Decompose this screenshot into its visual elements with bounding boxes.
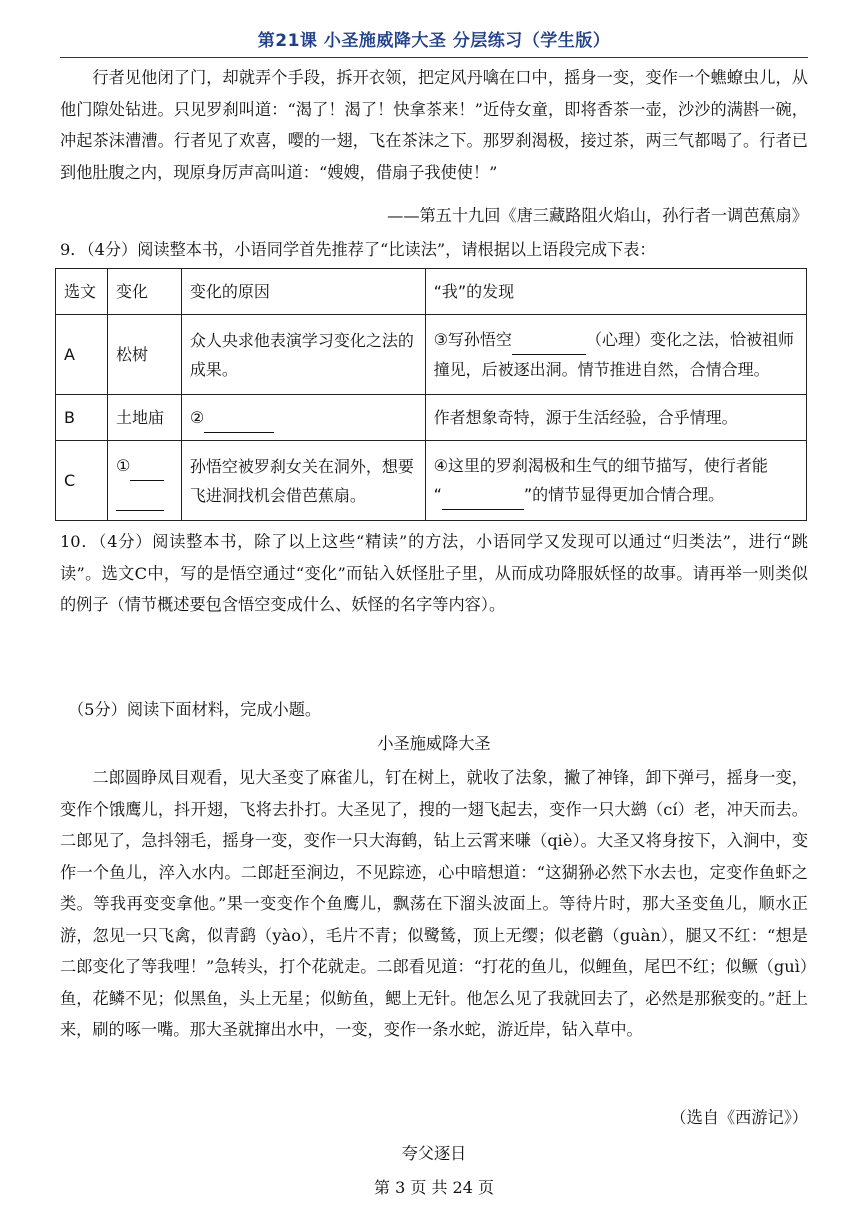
cell-text: ”的情节显得更加合情合理。	[523, 485, 725, 504]
answer-blank-3[interactable]	[512, 325, 586, 355]
table-cell: 松树	[107, 315, 181, 395]
passage-paragraph: 行者见他闭了门，却就弄个手段，拆开衣领，把定风丹噙在口中，摇身一变，变作一个蟭蟟虫儿，从他门隙处钻进。只见罗刹叫道：“渴了！渴了！快拿茶来！”近侍女童，即将香茶一壶，沙沙的满斟一碗，冲起茶沫漕漕。行者见了欢喜，嘤的一翅，飞在茶沫之下。那罗刹渴极，接过茶，两三气都喝了。行者已到他肚腹之内，现原身厉声高叫道：“嫂嫂，借扇子我使使！”	[60, 68, 808, 182]
table-row	[56, 395, 807, 441]
answer-blank-4[interactable]	[442, 480, 524, 510]
table-cell	[181, 395, 425, 441]
table-cell	[425, 315, 806, 395]
page-header-title: 第21课 小圣施威降大圣 分层练习（学生版）	[257, 31, 611, 51]
cell-text: ③写孙悟空	[433, 330, 512, 349]
table-header-cell: 选文	[56, 269, 108, 315]
table-cell: 作者想象奇特，源于生活经验，合乎情理。	[425, 395, 806, 441]
answer-blank-2[interactable]	[204, 403, 274, 433]
article-paragraph: 二郎圆睁凤目观看，见大圣变了麻雀儿，钉在树上，就收了法象，撇了神锋，卸下弹弓，摇身一变，变作个饿鹰儿，抖开翅，飞将去扑打。大圣见了，搜的一翅飞起去，变作一只大鹚（cí）老，冲天而去。二郎见了，急抖翎毛，摇身一变，变作一只大海鹤，钻上云霄来嗛（qiè）。大圣又将身按下，入涧中，变作一个鱼儿，淬入水内。二郎赶至涧边，不见踪迹，心中暗想道：“这猢狲必然下水去也，定变作鱼虾之类。等我再变变拿他。”果一变变作个鱼鹰儿，飘荡在下溜头波面上。等待片时，那大圣变鱼儿，顺水正游，忽见一只飞禽，似青鹞（yào），毛片不青；似鹭鸶，顶上无缨；似老鹳（guàn），腿又不红：“想是二郎变化了等我哩！”急转头，打个花就走。二郎看见道：“打花的鱼儿，似鲤鱼，尾巴不红；似鳜（guì）鱼，花鳞不见；似黑鱼，头上无星；似鲂鱼，鳃上无针。他怎么见了我就回去了，必然是那猴变的。”赶上来，刷的啄一嘴。那大圣就撺出水中，一变，变作一条水蛇，游近岸，钻入草中。	[60, 768, 808, 1039]
table-header-row	[56, 269, 807, 315]
cell-text: “	[433, 485, 442, 504]
answer-blank-1b[interactable]	[116, 481, 164, 511]
cell-text: ①	[115, 455, 131, 475]
table-cell: 土地庙	[107, 395, 181, 441]
page-footer: 第 3 页 共 24 页	[374, 1178, 494, 1197]
header-divider	[60, 57, 808, 58]
table-cell: 众人央求他表演学习变化之法的成果。	[181, 315, 425, 395]
table-header-cell: 变化	[107, 269, 181, 315]
table-row	[56, 441, 807, 521]
cell-text: ②	[189, 407, 205, 427]
section-intro: （5分）阅读下面材料，完成小题。	[68, 700, 322, 719]
table-cell	[107, 441, 181, 521]
cell-text: （心理）变化之法，恰被祖师撞见，后被逐出洞。情节推进自然，合情合理。	[433, 330, 794, 379]
table-cell: 孙悟空被罗刹女关在洞外，想要飞进洞找机会借芭蕉扇。	[181, 441, 425, 521]
table-header-cell: “我”的发现	[425, 269, 806, 315]
table-header-cell: 变化的原因	[181, 269, 425, 315]
table-cell: A	[56, 315, 108, 395]
table-cell: B	[56, 395, 108, 441]
cell-text: ④这里的罗刹渴极和生气的细节描写，使行者能	[433, 456, 768, 475]
table-cell	[425, 441, 806, 521]
table-row	[56, 315, 807, 395]
question-9-text: 9．（4分）阅读整本书，小语同学首先推荐了“比读法”，请根据以上语段完成下表：	[60, 240, 656, 259]
article-source: （选自《西游记》）	[670, 1108, 808, 1127]
answer-blank-1[interactable]	[130, 451, 164, 481]
article-title: 小圣施威降大圣	[377, 734, 491, 753]
question-10-text: 10．（4分）阅读整本书，除了以上这些“精读”的方法，小语同学又发现可以通过“归类法”，进行“跳读”。选文C中，写的是悟空通过“变化”而钻入妖怪肚子里，从而成功降服妖怪的故事。请再举一则类似的例子（情节概述要包含悟空变成什么、妖怪的名字等内容）。	[60, 532, 808, 614]
passage-source: ——第五十九回《唐三藏路阻火焰山，孙行者一调芭蕉扇》	[387, 206, 808, 225]
next-article-title: 夸父逐日	[401, 1144, 467, 1163]
comparison-table	[55, 268, 807, 521]
table-cell: C	[56, 441, 108, 521]
